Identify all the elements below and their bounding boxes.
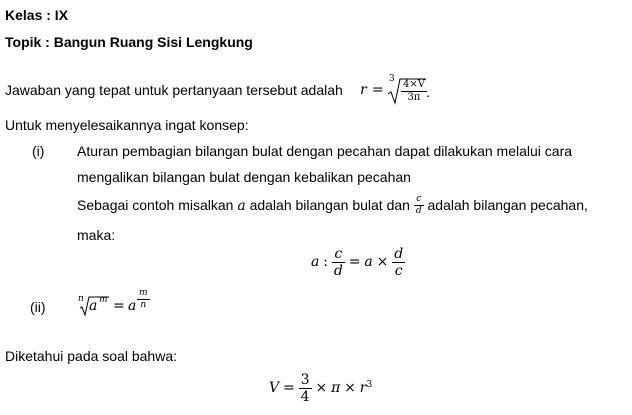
root-index: n <box>78 294 84 304</box>
known-text: Diketahui pada soal bahwa: <box>5 348 178 364</box>
formula-frac-cd <box>332 247 345 278</box>
answer-numerator: 4×V <box>403 79 425 90</box>
formula-a: a <box>311 254 320 271</box>
volume-formula <box>269 373 372 404</box>
concept1-line1: Aturan pembagian bilangan bulat dengan pecahan dapat dilakukan melalui cara <box>77 143 573 159</box>
root-base: a <box>89 298 98 314</box>
formula-frac-dc <box>392 247 405 278</box>
volume-num: 3 <box>300 372 310 388</box>
volume-eq: = <box>283 380 295 397</box>
root-exp: m <box>99 295 108 305</box>
concept2-label: (ii) <box>30 299 46 315</box>
answer-root-index: 3 <box>389 74 395 84</box>
volume-times2: × <box>344 380 356 397</box>
concept1-frac-d: d <box>415 206 422 216</box>
volume-r: r <box>359 380 367 397</box>
formula-times: × <box>376 254 389 271</box>
formula-d2: d <box>394 246 404 262</box>
concept1-label: (i) <box>32 143 45 159</box>
class-label: Kelas : IX <box>5 7 69 23</box>
answer-var-r: r <box>360 82 367 98</box>
root-eq: = <box>113 298 125 314</box>
concept1-line4: maka: <box>77 227 116 243</box>
concept1-line3 <box>77 195 588 216</box>
rhs-den: n <box>137 299 150 310</box>
concept1-line3-a: Sebagai contoh misalkan <box>77 197 234 213</box>
intro-text: Untuk menyelesaikannya ingat konsep: <box>5 117 249 133</box>
formula-d: d <box>333 263 343 279</box>
answer-text: Jawaban yang tepat untuk pertanyaan tersebut adalah <box>5 82 343 98</box>
concept1-inline-fraction <box>414 195 424 216</box>
volume-den: 4 <box>300 389 310 405</box>
formula-c2: c <box>392 262 405 278</box>
concept1-frac-c: c <box>416 194 422 204</box>
concept1-var-a: a <box>237 198 246 214</box>
root-formula <box>77 290 167 318</box>
rhs-num: m <box>139 288 148 298</box>
volume-pi: π <box>331 380 341 397</box>
division-formula <box>311 247 405 278</box>
volume-V: V <box>269 380 280 397</box>
volume-fraction <box>299 373 312 404</box>
concept1-line2: mengalikan bilangan bulat dengan kebalikan pecahan <box>77 169 411 185</box>
volume-times1: × <box>315 380 328 397</box>
volume-exp: 3 <box>366 379 373 390</box>
rhs-base: a <box>128 298 137 314</box>
formula-div: : <box>323 254 328 271</box>
formula-eq: = <box>348 254 361 271</box>
answer-period: . <box>426 84 430 100</box>
concept1-line3-b: adalah bilangan bulat dan <box>249 197 410 213</box>
rhs-exponent-fraction <box>137 289 150 310</box>
answer-fraction <box>401 80 427 103</box>
answer-denominator: 3π <box>401 91 427 103</box>
answer-equals: = <box>372 82 384 98</box>
formula-c: c <box>334 246 343 262</box>
formula-a2: a <box>364 254 373 271</box>
topic-label: Topik : Bangun Ruang Sisi Lengkung <box>5 34 253 50</box>
concept1-line3-c: adalah bilangan pecahan, <box>427 197 588 213</box>
